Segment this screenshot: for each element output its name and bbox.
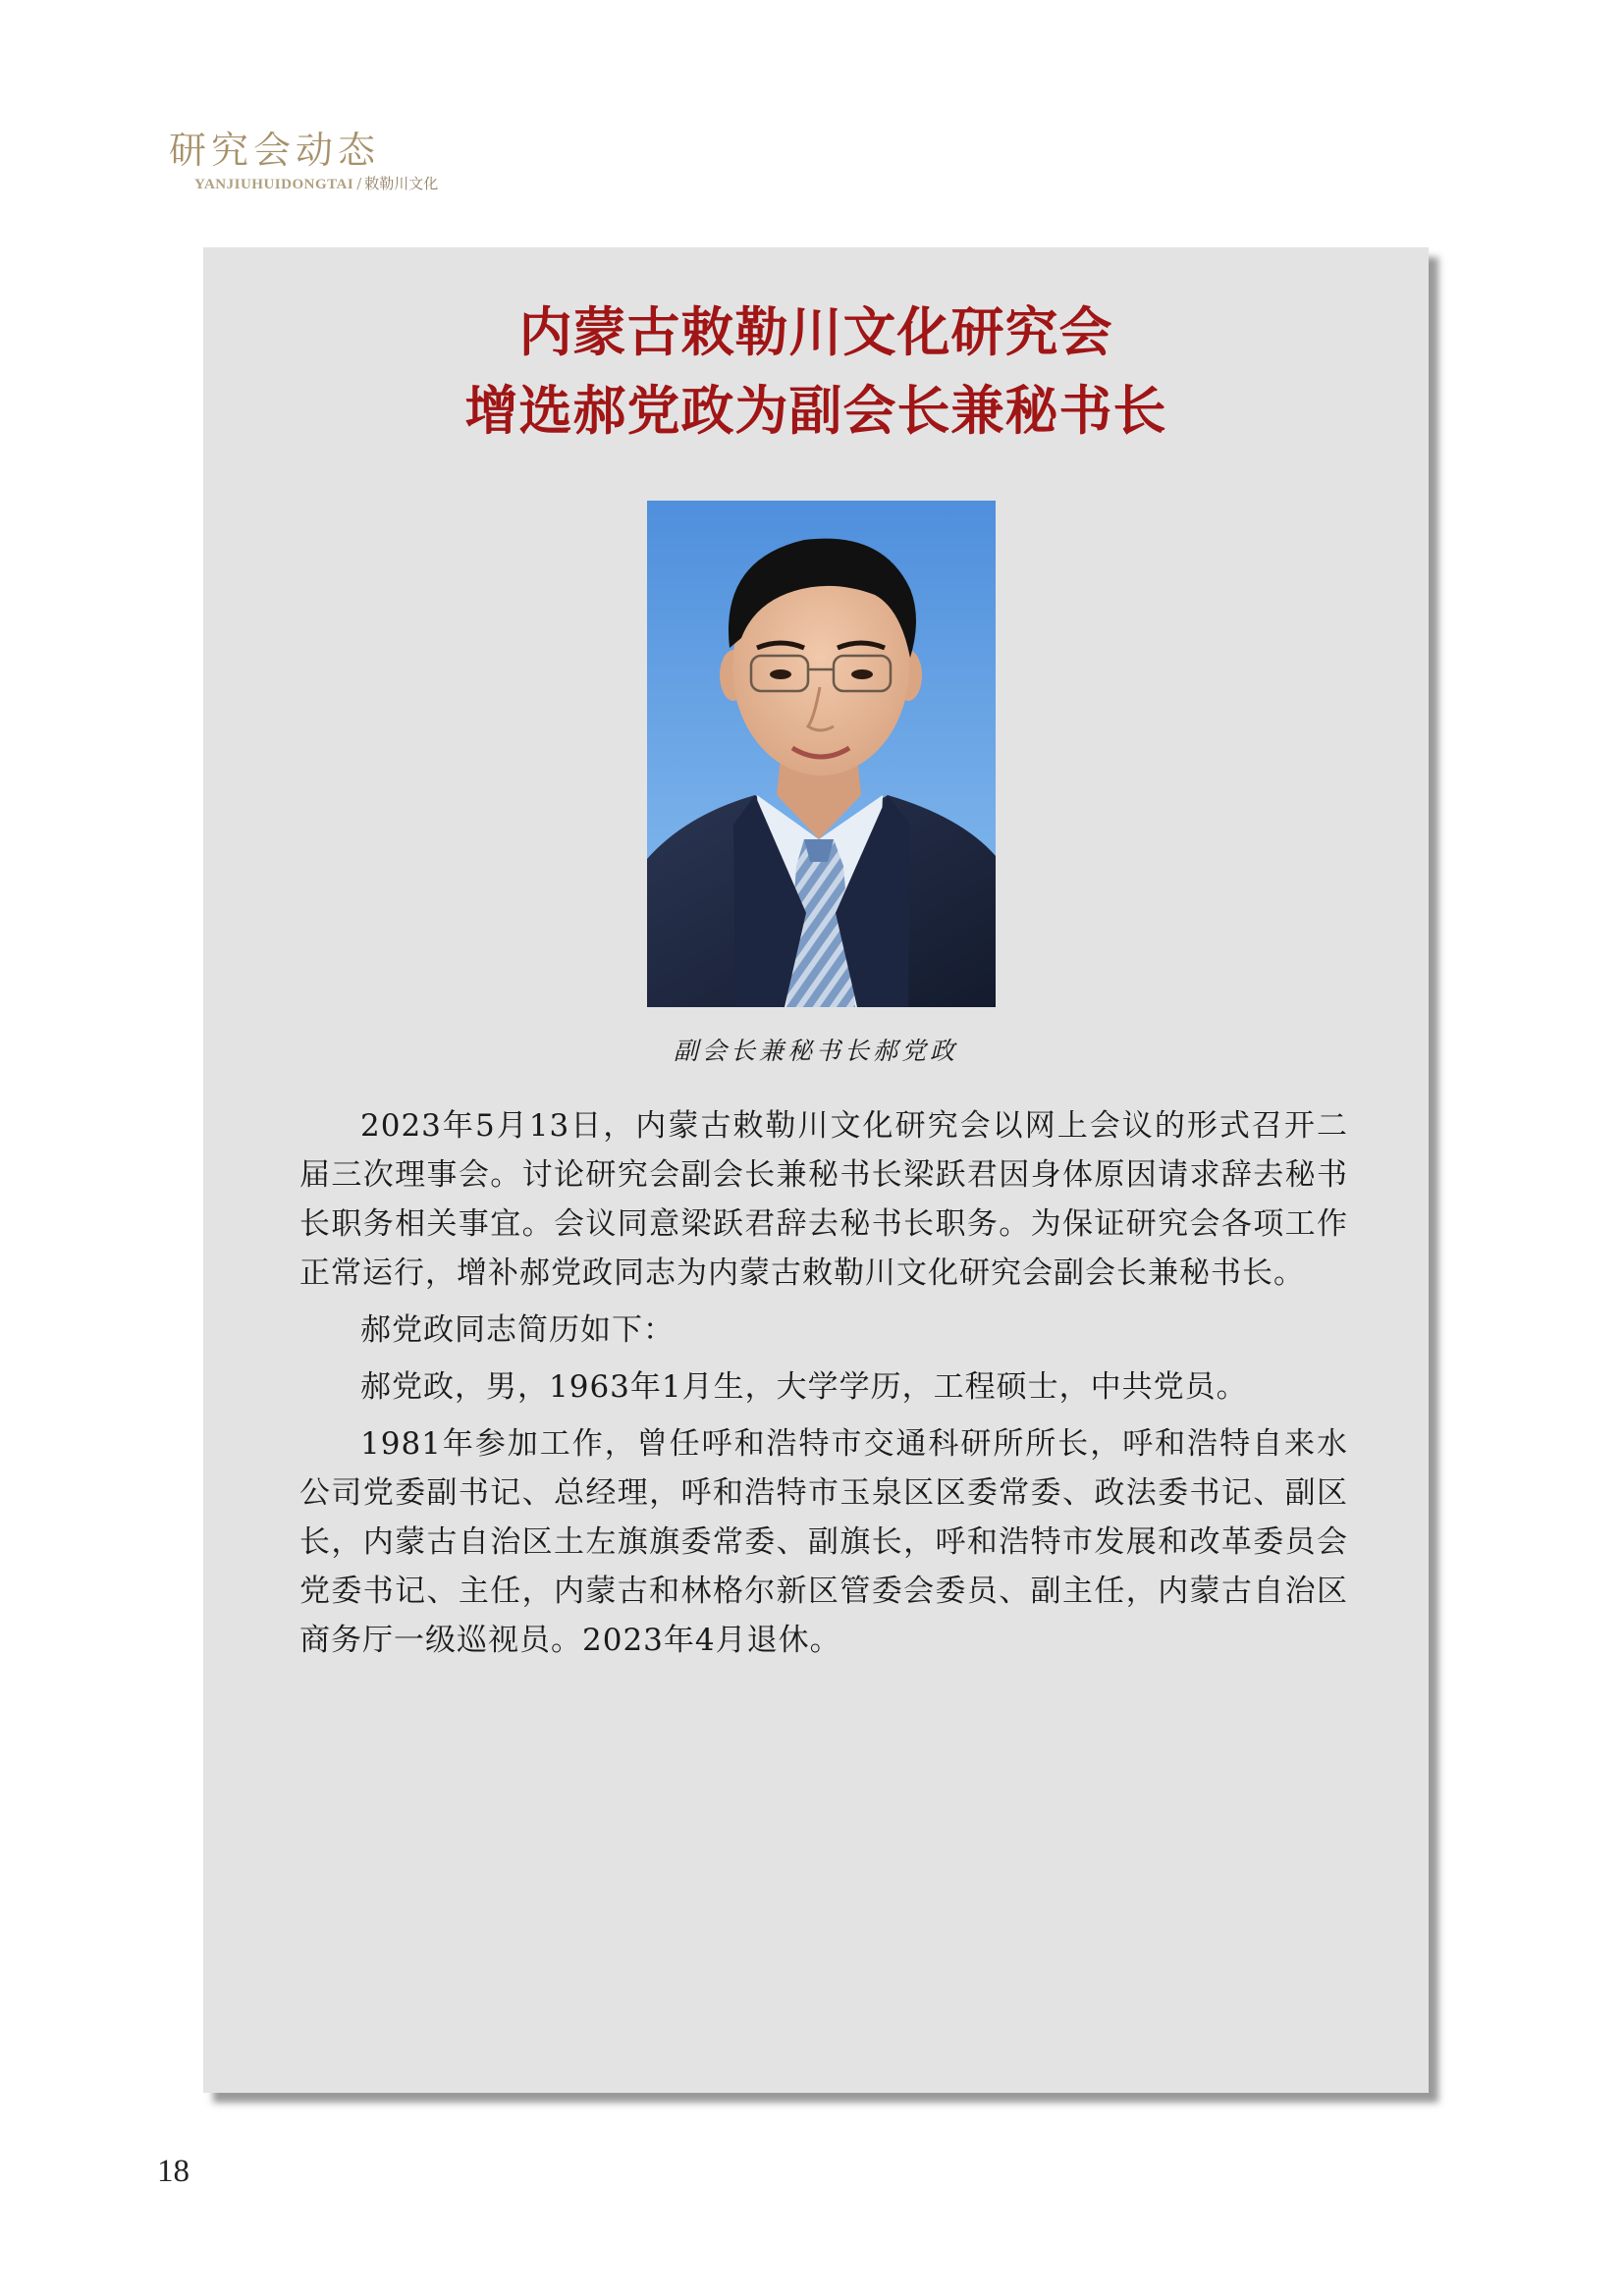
section-subtitle: [194, 173, 438, 193]
portrait-photo: [647, 501, 996, 1007]
photo-caption: 副会长兼秘书长郝党政: [673, 1037, 958, 1065]
running-head: [165, 110, 656, 198]
paragraph-career: 1981年参加工作，曾任呼和浩特市交通科研所所长，呼和浩特自来水公司党委副书记、总经理，呼和浩特市玉泉区区委常委、政法委书记、副区长，内蒙古自治区土左旗旗委常委、副旗长，呼和浩特市发展和改革委员会党委书记、主任，内蒙古和林格尔新区管委会委员、副主任，内蒙古自治区商务厅一级巡视员。2023年4月退休。: [299, 1426, 1348, 1658]
article-body: [299, 1101, 1348, 1673]
section-title: 研究会动态: [169, 129, 381, 172]
article-title-line-2: 增选郝党政为副会长兼秘书长: [464, 380, 1167, 442]
section-title-english: YANJIUHUIDONGTAI: [194, 177, 354, 192]
article-title-line-1: 内蒙古敕勒川文化研究会: [518, 301, 1113, 363]
paragraph-personal-info: 郝党政，男，1963年1月生，大学学历，工程硕士，中共党员。: [360, 1369, 1248, 1405]
paragraph-resume-intro: 郝党政同志简历如下：: [360, 1312, 675, 1348]
article-panel: [203, 247, 1429, 2093]
page-number: 18: [157, 2154, 189, 2189]
publication-name: 敕勒川文化: [364, 175, 439, 192]
separator-slash: /: [356, 175, 362, 192]
paragraph-meeting: 2023年5月13日，内蒙古敕勒川文化研究会以网上会议的形式召开二届三次理事会。讨论研究会副会长兼秘书长梁跃君因身体原因请求辞去秘书长职务相关事宜。会议同意梁跃君辞去秘书长职务。为保证研究会各项工作正常运行，增补郝党政同志为内蒙古敕勒川文化研究会副会长兼秘书长。: [299, 1108, 1348, 1291]
